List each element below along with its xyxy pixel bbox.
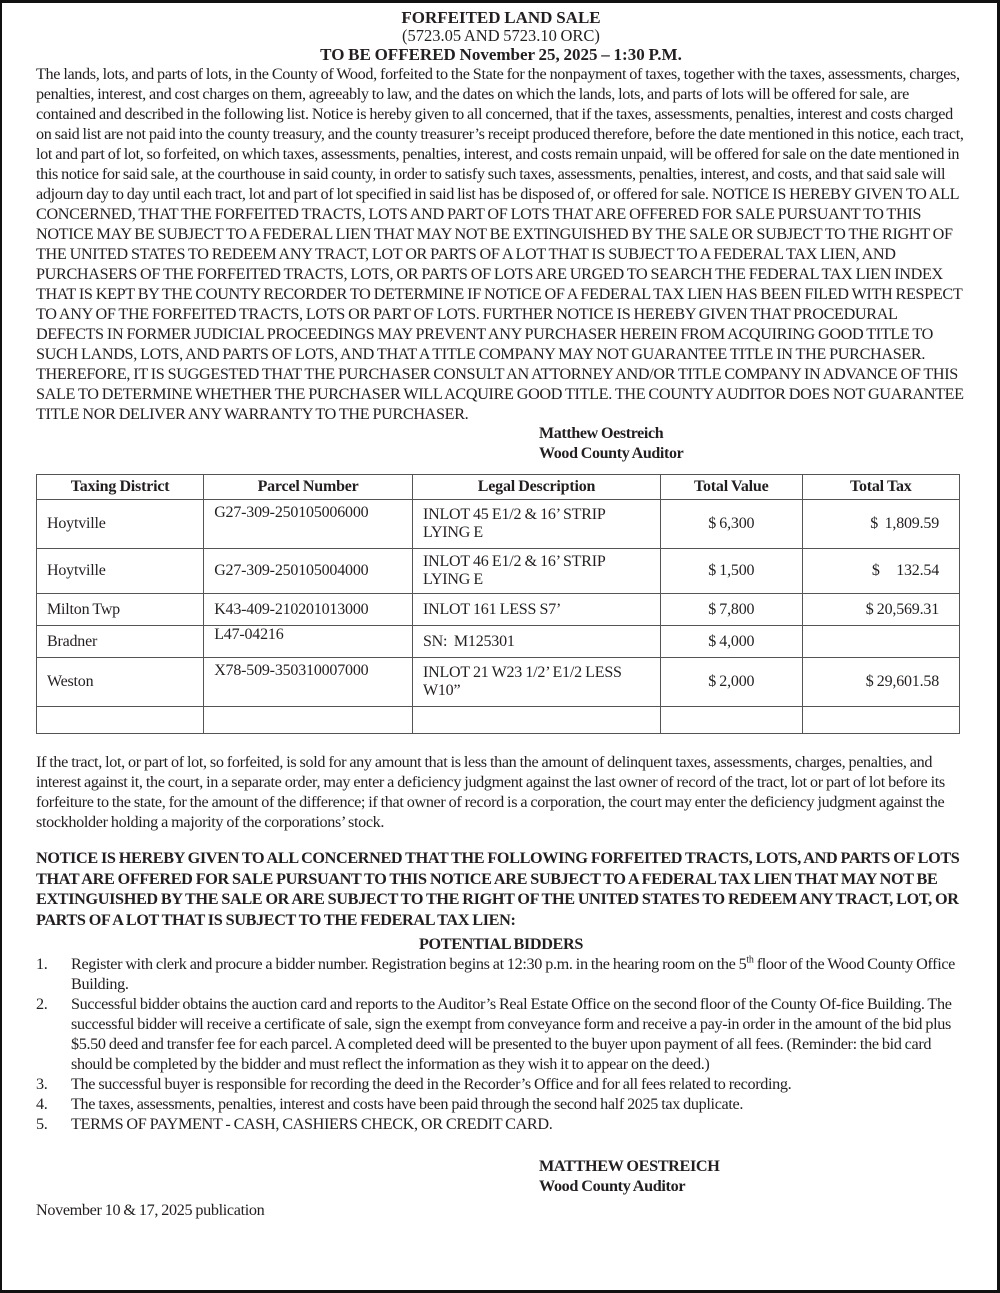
legal-description-cell: [412, 707, 660, 734]
signature-block-top: [539, 424, 966, 464]
federal-tax-lien-notice: NOTICE IS HEREBY GIVEN TO ALL CONCERNED THAT THE FOLLOWING FORFEITED TRACTS, LOTS, AND PARTS OF LOTS THAT ARE OFFERED FOR SALE PURSUANT TO THIS NOTICE ARE SUBJECT TO A FEDERAL TAX LIEN THAT MAY NOT BE EXTINGUISHED BY THE SALE OR ARE SUBJECT TO THE RIGHT OF THE UNITED STATES TO REDEEM ANY TRACT, LOT, OR PARTS OF A LOT THAT IS SUBJECT TO THE FEDERAL TAX LIEN:: [36, 849, 960, 929]
list-item-number: 3.: [36, 1075, 48, 1093]
table-header-row: [37, 475, 960, 500]
list-item: [36, 954, 966, 994]
deficiency-judgment-paragraph: If the tract, lot, or part of lot, so forfeited, is sold for any amount that is less than the amount of delinquent taxes, assessments, charges, penalties, and interest against it, the court, in a separate order, may enter a deficiency judgment against the last owner of record of the tract, lot or part of lot before its forfeiture to the state, for the amount of the difference; if that owner of record is a corporation, the court may enter the deficiency judgment against the stockholder holding a majority of the corporations’ stock.: [36, 753, 945, 831]
column-header-taxing-district: Taxing District: [37, 475, 204, 500]
table-row: [37, 658, 960, 707]
taxing-district-cell: Weston: [37, 658, 204, 707]
total-value-cell: [661, 707, 803, 734]
legal-description-cell: INLOT 46 E1/2 & 16’ STRIP LYING E: [412, 549, 660, 594]
table-row: [37, 549, 960, 594]
total-value-cell: $ 7,800: [661, 594, 803, 626]
legal-description-cell: INLOT 45 E1/2 & 16’ STRIP LYING E: [412, 500, 660, 549]
total-tax-cell: $ 29,601.58: [802, 658, 960, 707]
column-header-parcel-number: Parcel Number: [204, 475, 413, 500]
total-value-cell: $ 4,000: [661, 626, 803, 658]
legal-notice: [36, 8, 966, 1220]
total-tax-cell: [802, 707, 960, 734]
table-row: [37, 626, 960, 658]
list-item-number: 4.: [36, 1095, 48, 1113]
parcel-number-cell: G27-309-250105006000: [204, 500, 413, 549]
parcel-number-cell: K43-409-210201013000: [204, 594, 413, 626]
total-tax-cell: $ 132.54: [802, 549, 960, 594]
list-item-number: 2.: [36, 995, 48, 1013]
bidder-instructions-list: [36, 954, 966, 1134]
list-item: [36, 1114, 966, 1134]
auditor-title: Wood County Auditor: [539, 1177, 686, 1195]
auditor-title: Wood County Auditor: [539, 445, 684, 462]
taxing-district-cell: Hoytville: [37, 500, 204, 549]
total-value-cell: $ 2,000: [661, 658, 803, 707]
table-row: [37, 594, 960, 626]
list-item-number: 5.: [36, 1115, 48, 1133]
parcel-table: [36, 474, 960, 734]
statute-reference: (5723.05 AND 5723.10 ORC): [402, 26, 600, 45]
list-item-text: [71, 954, 966, 994]
parcel-number-cell: [204, 707, 413, 734]
notice-title: FORFEITED LAND SALE: [401, 8, 601, 27]
legal-description-cell: INLOT 161 LESS S7’: [412, 594, 660, 626]
intro-paragraph: The lands, lots, and parts of lots, in the County of Wood, forfeited to the State for the nonpayment of taxes, together with the taxes, assessments, charges, penalties, interest, and cost charges on them, agreeably to law, and the dates on which the lands, lots, and parts of lots will be offered for sale, are contained and described in the following list. Notice is hereby given to all concerned, that if the taxes, assessments, penalties, interest and costs charged on said list are not paid into the county treasury, and the county treasurer’s receipt produced therefore, before the date mentioned in this notice, each tract, lot and part of lot, so forfeited, on which taxes, assessments, penalties, interest, and costs remain unpaid, will be offered for sale on the date mentioned in this notice for said sale, at the courthouse in said county, in order to satisfy such taxes, assessments, penalties, interest, and costs, and that said sale will adjourn day to day until each tract, lot and part of lot specified in said list has be disposed of, or offered for sale. NOTICE IS HEREBY GIVEN TO ALL CONCERNED, THAT THE FORFEITED TRACTS, LOTS AND PART OF LOTS THAT ARE OFFERED FOR SALE PURSUANT TO THIS NOTICE MAY BE SUBJECT TO A FEDERAL LIEN THAT MAY NOT BE EXTINGUISHED BY THE SALE OR SUBJECT TO THE RIGHT OF THE UNITED STATES TO REDEEM ANY TRACT, LOT OR PARTS OF A LOT THAT IS SUBJECT TO A FEDERAL TAX LIEN, AND PURCHASERS OF THE FORFEITED TRACTS, LOTS, OR PARTS OF LOTS ARE URGED TO SEARCH THE FEDERAL TAX LIEN INDEX THAT IS KEPT BY THE COUNTY RECORDER TO DETERMINE IF NOTICE OF A FEDERAL TAX LIEN HAS BEEN FILED WITH RESPECT TO ANY OF THE FORFEITED TRACTS, LOTS OR PART OF LOTS. FURTHER NOTICE IS HEREBY GIVEN THAT PROCEDURAL DEFECTS IN FORMER JUDICIAL PROCEEDINGS MAY PREVENT ANY PURCHASER HEREIN FROM ACQUIRING GOOD TITLE TO SUCH LANDS, LOTS, AND PARTS OF LOTS, AND THAT A TITLE COMPANY MAY NOT GUARANTEE TITLE IN THE PURCHASER. THEREFORE, IT IS SUGGESTED THAT THE PURCHASER CONSULT AN ATTORNEY AND/OR TITLE COMPANY IN ADVANCE OF THIS SALE TO DETERMINE WHETHER THE PURCHASER WILL ACQUIRE GOOD TITLE. THE COUNTY AUDITOR DOES NOT GUARANTEE TITLE NOR DELIVER ANY WARRANTY TO THE PURCHASER.: [36, 65, 964, 423]
list-item-text-part: Register with clerk and procure a bidder number. Registration begins at 12:30 p.m. in the hearing room on the 5: [71, 955, 747, 973]
list-item-text: TERMS OF PAYMENT - CASH, CASHIERS CHECK, OR CREDIT CARD.: [71, 1115, 553, 1133]
potential-bidders-heading: POTENTIAL BIDDERS: [418, 935, 584, 953]
list-item-text: Successful bidder obtains the auction card and reports to the Auditor’s Real Estate Office on the second floor of the County Of-fice Building. The successful bidder will receive a certificate of sale, sign the exempt from conveyance form and receive a pay-in order in the amount of the bid plus $5.50 deed and transfer fee for each parcel. A completed deed will be presented to the buyer upon payment of all fees. (Reminder: the bid card should be completed by the bidder and must reflect the information as they wish it to appear on the deed.): [71, 995, 952, 1073]
ordinal-suffix: th: [746, 954, 754, 966]
auditor-name-caps: MATTHEW OESTREICH: [539, 1157, 720, 1175]
parcel-number-cell: X78-509-350310007000: [204, 658, 413, 707]
taxing-district-cell: Milton Twp: [37, 594, 204, 626]
list-item-text-part: floor of the Wood County Office Building.: [71, 955, 956, 993]
legal-description-cell: INLOT 21 W23 1/2’ E1/2 LESS W10”: [412, 658, 660, 707]
list-item: [36, 1094, 966, 1114]
total-value-cell: $ 6,300: [661, 500, 803, 549]
list-item-number: 1.: [36, 955, 48, 973]
auditor-name: Matthew Oestreich: [539, 425, 664, 442]
parcel-number-cell: G27-309-250105004000: [204, 549, 413, 594]
column-header-total-tax: Total Tax: [802, 475, 960, 500]
taxing-district-cell: [37, 707, 204, 734]
list-item: [36, 1074, 966, 1094]
table-row-empty: [37, 707, 960, 734]
table-row: [37, 500, 960, 549]
legal-description-cell: SN: M125301: [412, 626, 660, 658]
taxing-district-cell: Bradner: [37, 626, 204, 658]
total-tax-cell: [802, 626, 960, 658]
taxing-district-cell: Hoytville: [37, 549, 204, 594]
publication-dates: November 10 & 17, 2025 publication: [36, 1201, 265, 1219]
list-item-text: The successful buyer is responsible for recording the deed in the Recorder’s Office and for all fees related to recording.: [71, 1075, 792, 1093]
total-tax-cell: $ 20,569.31: [802, 594, 960, 626]
total-tax-cell: $ 1,809.59: [802, 500, 960, 549]
list-item: [36, 994, 966, 1074]
offer-date-line: TO BE OFFERED November 25, 2025 – 1:30 P.M.: [320, 45, 682, 64]
list-item-text: The taxes, assessments, penalties, interest and costs have been paid through the second half 2025 tax duplicate.: [71, 1095, 744, 1113]
column-header-total-value: Total Value: [661, 475, 803, 500]
parcel-number-cell: L47-04216: [204, 626, 413, 658]
total-value-cell: $ 1,500: [661, 549, 803, 594]
column-header-legal-description: Legal Description: [412, 475, 660, 500]
signature-block-bottom: [539, 1156, 966, 1196]
